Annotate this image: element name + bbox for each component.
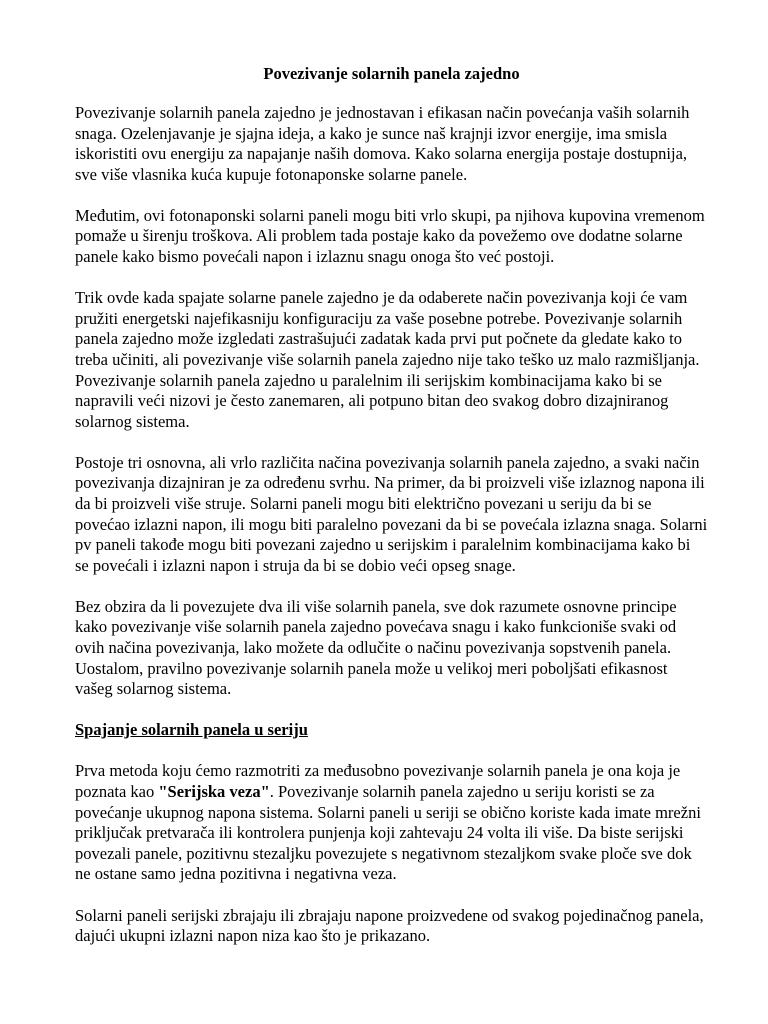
paragraph-series-method (75, 761, 708, 885)
section-heading-series: Spajanje solarnih panela u seriju (75, 720, 308, 740)
series-text-before: Prva metoda koju ćemo razmotriti za međusobno povezivanje solarnih panela je ona koja je poznata kao (75, 761, 681, 802)
paragraph-methods: Postoje tri osnovna, ali vrlo različita načina povezivanja solarnih panela zajedno, a svaki način povezivanja dizajniran je za određenu svrhu. Na primer, da bi proizveli više izlaznog napona ili da bi proizveli više struje. Solarni paneli mogu biti električno povezani u seriju da bi se povećao izlazni napon, ili mogu biti paralelno povezani da bi se povećala izlazna snaga. Solarni pv paneli takođe mogu biti povezani zajedno u serijskim i paralelnim kombinacijama kako bi se povećali i izlazni napon i struja da bi se dobio veći opseg snage. (75, 452, 708, 575)
paragraph-intro: Povezivanje solarnih panela zajedno je jednostavan i efikasan način povećanja vaših solarnih snaga. Ozelenjavanje je sjajna ideja, a kako je sunce naš krajnji izvor energije, ima smisla iskoristiti ovu energiju za napajanje naših domova. Kako solarna energija postaje dostupnija, sve više vlasnika kuća kupuje fotonaponske solarne panele. (75, 103, 690, 184)
paragraph-trick: Trik ovde kada spajate solarne panele zajedno je da odaberete način povezivanja koji će vam pružiti energetski najefikasniju konfiguraciju za vaše posebne potrebe. Povezivanje solarnih panela zajedno može izgledati zastrašujući zadatak kada prvi put počnete da gledate kako to treba učiniti, ali povezivanje više solarnih panela zajedno nije tako teško uz malo razmišljanja. Povezivanje solarnih panela zajedno u paralelnim ili serijskim kombinacijama kako bi se napravili veći nizovi je često zanemaren, ali potpuno bitan deo svakog dobro dizajniranog solarnog sistema. (75, 288, 700, 431)
paragraph-cost: Međutim, ovi fotonaponski solarni paneli mogu biti vrlo skupi, pa njihova kupovina vremenom pomaže u širenju troškova. Ali problem tada postaje kako da povežemo ove dodatne solarne panele kako bismo povećali napon i izlaznu snagu onoga što već postoji. (75, 205, 705, 267)
series-connection-term: "Serijska veza" (158, 782, 270, 802)
document-title: Povezivanje solarnih panela zajedno (263, 64, 520, 83)
paragraph-principles: Bez obzira da li povezujete dva ili više solarnih panela, sve dok razumete osnovne principe kako povezivanje više solarnih panela zajedno povećava snagu i kako funkcioniše svaki od ovih načina povezivanja, lako možete da odlučite o načinu povezivanja sopstvenih panela. Uostalom, pravilno povezivanje solarnih panela može u velikoj meri poboljšati efikasnost vašeg solarnog sistema. (75, 596, 677, 699)
series-text-after: . Povezivanje solarnih panela zajedno u seriju koristi se za povećanje ukupnog napona sistema. Solarni paneli u seriji se obično koriste kada imate mrežni priključak pretvarača ili kontrolera punjenja koji zahtevaju 24 volta ili više. Da biste serijski povezali panele, pozitivnu stezaljku povezujete s negativnom stezaljkom svake ploče sve dok ne ostane samo jedna pozitivna i negativna veza. (75, 782, 701, 884)
paragraph-series-voltage: Solarni paneli serijski zbrajaju ili zbrajaju napone proizvedene od svakog pojedinačnog panela, dajući ukupni izlazni napon niza kao što je prikazano. (75, 905, 704, 946)
